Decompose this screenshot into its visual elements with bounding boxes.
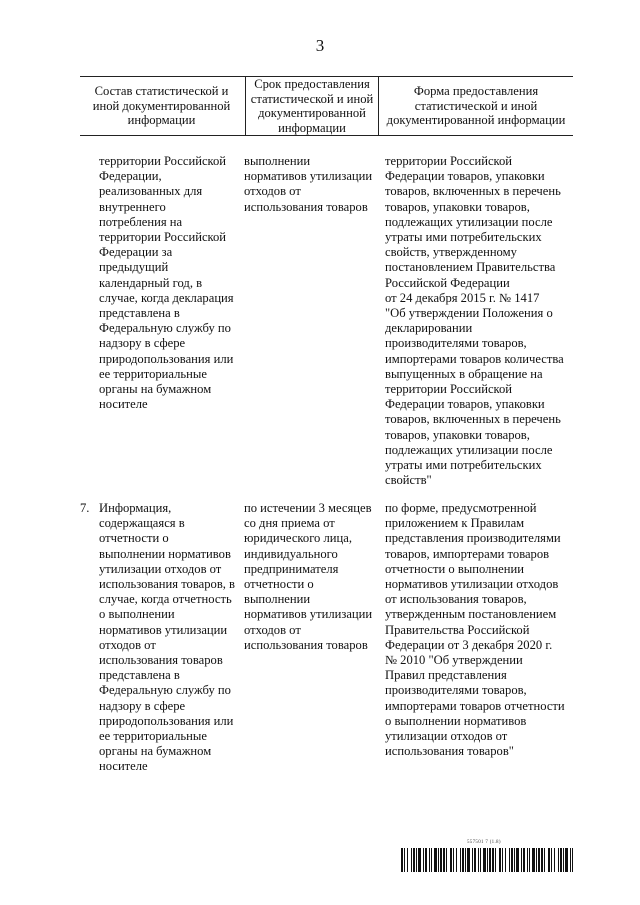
barcode-icon — [401, 848, 573, 872]
barcode-bar — [521, 848, 522, 872]
barcode-bar — [440, 848, 442, 872]
barcode-bar — [532, 848, 535, 872]
barcode-bar — [472, 848, 473, 872]
barcode-bar — [465, 848, 466, 872]
barcode-bar — [453, 848, 454, 872]
barcode-bar — [489, 848, 491, 872]
barcode-bar — [514, 848, 515, 872]
barcode-bar — [544, 848, 545, 872]
barcode-bar — [462, 848, 464, 872]
barcode-bar — [443, 848, 445, 872]
continuation-form: территории Российской Федерации товаров, упаковки товаров, включенных в перечень товаров, упаковки товаров, подлежащих утилизации после утраты ими потребительских свойств, утвержденному постановлением Правительства Российской Федерации от 24 декабря 2015 г. № 1417 "Об утверждении Положения о декларировании производителями товаров, импортерами товаров количества выпущенных в обращение на территории Российской Федерации товаров, упаковки товаров, включенных в перечень товаров, упаковки товаров, подлежащих утилизации после утраты ими потребительских свойств" — [385, 154, 564, 488]
barcode-bar — [541, 848, 543, 872]
barcode-bar — [523, 848, 525, 872]
barcode-bar — [554, 848, 555, 872]
document-serial: 557501 7 (1.8) — [467, 840, 501, 845]
barcode-bar — [425, 848, 427, 872]
barcode-bar — [551, 848, 552, 872]
barcode-bar — [450, 848, 452, 872]
barcode-bar — [460, 848, 461, 872]
barcode-bar — [570, 848, 571, 872]
barcode-bar — [423, 848, 424, 872]
barcode-bar — [401, 848, 403, 872]
barcode-bar — [413, 848, 415, 872]
barcode-bar — [492, 848, 494, 872]
barcode-bar — [407, 848, 408, 872]
barcode-bar — [505, 848, 506, 872]
barcode-bar — [483, 848, 486, 872]
row7-composition: Информация, содержащаяся в отчетности о выполнении нормативов утилизации отходов от использования товаров, в случае, когда отчетность о выполнении нормативов утилизации отходов от использования товаров представлена в Федеральную службу по надзору в сфере природопользования или ее территориальные органы на бумажном носителе — [99, 501, 236, 774]
barcode-bar — [509, 848, 510, 872]
continuation-deadline: выполнении нормативов утилизации отходов от использования товаров — [244, 154, 373, 214]
barcode-bar — [446, 848, 447, 872]
barcode-bar — [560, 848, 562, 872]
page-number: 3 — [315, 36, 325, 55]
barcode-bar — [431, 848, 432, 872]
table-header — [80, 76, 573, 136]
header-deadline: Срок предоставления статистической и иной документированной информации — [245, 77, 379, 135]
barcode-bar — [495, 848, 496, 872]
barcode-bar — [499, 848, 501, 872]
row-number: 7. — [80, 501, 90, 515]
row7-form: по форме, предусмотренной приложением к Правилам представления производителями товаров, импортерами товаров отчетности о выполнении нормативов утилизации отходов от использования товаров, утвержденным постановлением Правительства Российской Федерации от 3 декабря 2020 г. № 2010 "Об утверждении Правил представления производителями товаров, импортерами товаров отчетности о выполнении нормативов утилизации отходов от использования товаров" — [385, 501, 565, 759]
continuation-composition: территории Российской Федерации, реализованных для внутреннего потребления на территории Российской Федерации за предыдущий календарный год, в случае, когда декларация представлена в Федеральную службу по надзору в сфере природопользования или ее территориальные органы на бумажном носителе — [99, 154, 234, 412]
barcode-bar — [536, 848, 537, 872]
barcode-bar — [516, 848, 519, 872]
barcode-bar — [416, 848, 417, 872]
barcode-bar — [572, 848, 573, 872]
barcode-bar — [438, 848, 439, 872]
barcode-bar — [502, 848, 503, 872]
header-form: Форма предоставления статистической и иной документированной информации — [386, 84, 566, 128]
barcode-bar — [478, 848, 479, 872]
barcode-bar — [467, 848, 470, 872]
barcode-bar — [558, 848, 559, 872]
barcode-bar — [418, 848, 421, 872]
barcode-bar — [411, 848, 412, 872]
barcode-bar — [511, 848, 513, 872]
barcode-bar — [487, 848, 488, 872]
barcode-bar — [434, 848, 437, 872]
barcode-bar — [538, 848, 540, 872]
barcode-bar — [565, 848, 568, 872]
barcode-bar — [527, 848, 528, 872]
barcode-bar — [404, 848, 405, 872]
barcode-bar — [529, 848, 530, 872]
barcode-bar — [456, 848, 457, 872]
barcode-bar — [563, 848, 564, 872]
header-composition: Состав статистической и иной документированной информации — [92, 84, 231, 128]
barcode-bar — [480, 848, 481, 872]
barcode-bar — [474, 848, 476, 872]
barcode-bar — [548, 848, 550, 872]
row7-deadline: по истечении 3 месяцев со дня приема от юридического лица, индивидуального предпринимателя отчетности о выполнении нормативов утилизации отходов от использования товаров — [244, 501, 373, 652]
barcode-bar — [429, 848, 430, 872]
